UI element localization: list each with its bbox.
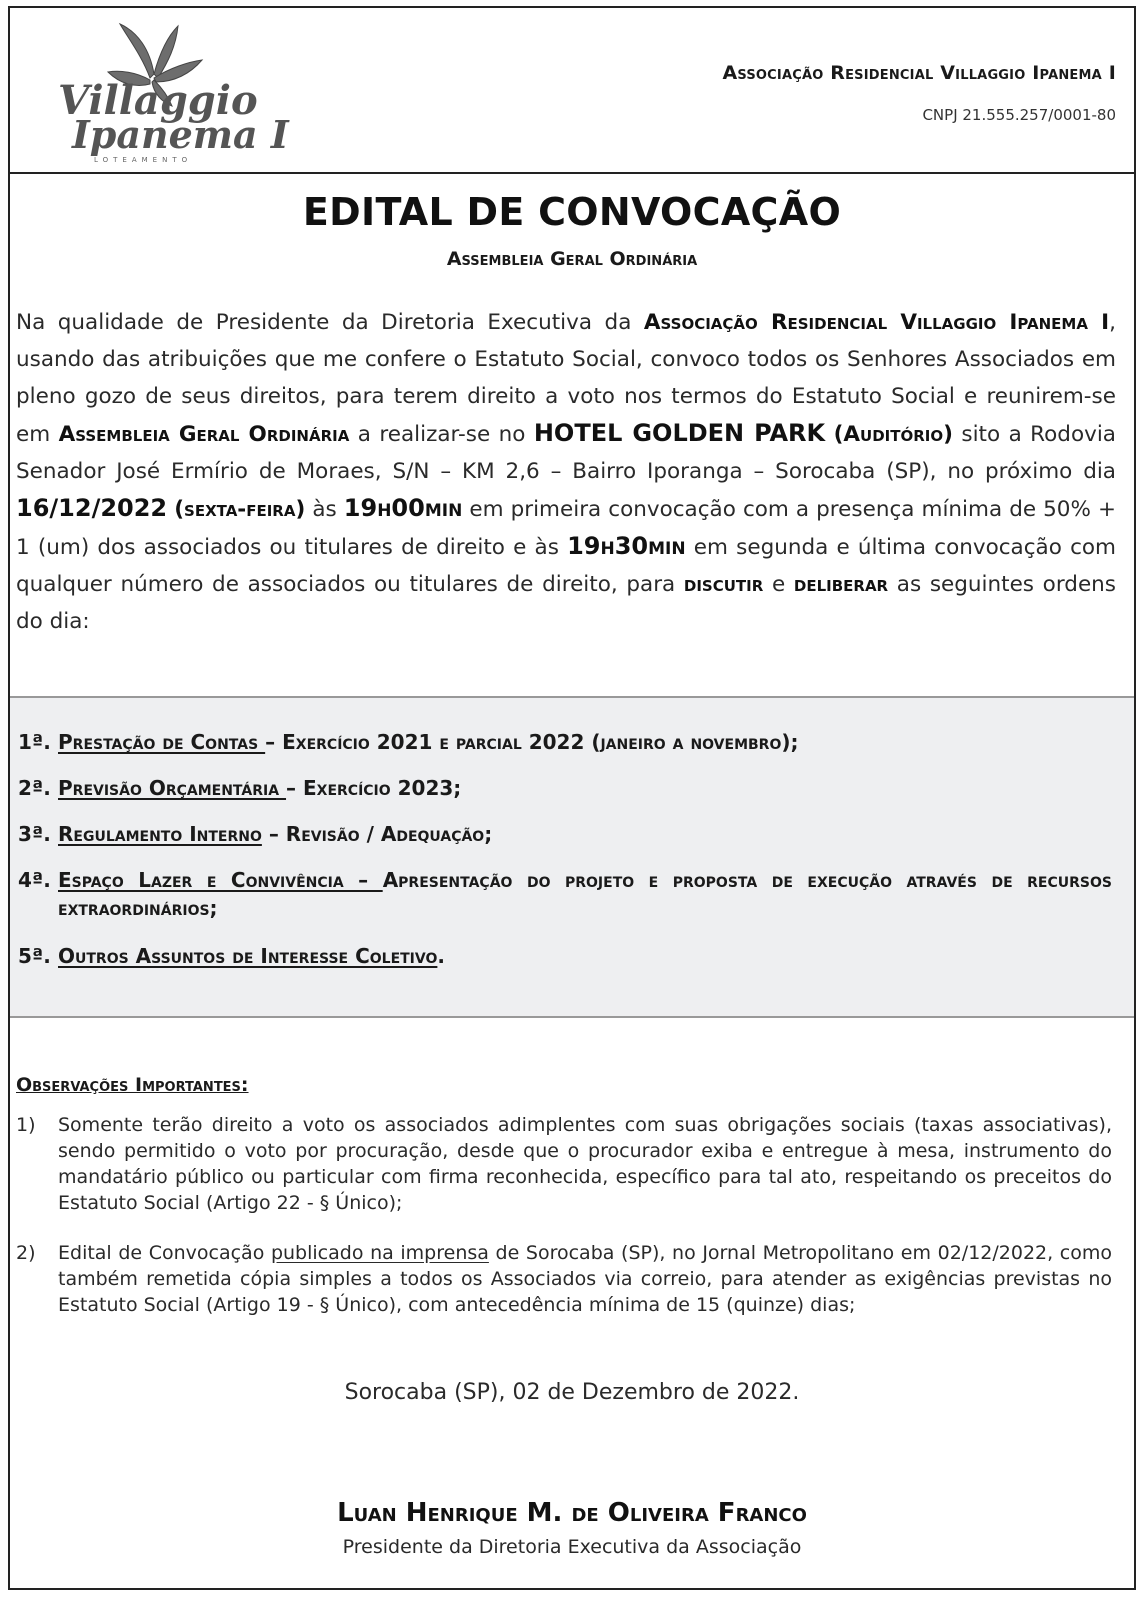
signatory-name: Luan Henrique M. de Oliveira Franco <box>337 1498 807 1528</box>
agenda-item: 5ª. Outros Assuntos de Interesse Coletivo. <box>18 944 445 968</box>
agenda-item: 1ª. Prestação de Contas – Exercício 2021 e parcial 2022 (janeiro a novembro); <box>18 730 799 754</box>
observation-item: 2) Edital de Convocação publicado na imprensa de Sorocaba (SP), no Jornal Metropolitano em 02/12/2022, como também remetida cópia simples a todos os Associados via correio, para atender as exigências previstas no Estatuto Social (Artigo 19 - § Único), com antecedência mínima de 15 (quinze) dias; <box>16 1242 1112 1316</box>
observation-item: 1) Somente terão direito a voto os associados adimplentes com suas obrigações sociais (taxas associativas), sendo permitido o voto por procuração, desde que o procurador exiba e entregue à mesa, instrumento do mandatário público ou particular com firma reconhecida, específico para tal ato, respeitando os preceitos do Estatuto Social (Artigo 22 - § Único); <box>16 1114 1112 1214</box>
lily-flower-icon <box>50 16 289 166</box>
organization-name: Associação Residencial Villaggio Ipanema I <box>722 62 1116 84</box>
date-line: Sorocaba (SP), 02 de Dezembro de 2022. <box>344 1380 800 1405</box>
villaggio-logo <box>50 16 289 166</box>
intro-paragraph: Na qualidade de Presidente da Diretoria Executiva da Associação Residencial Villaggio Ipanema I, usando das atribuições que me confere o Estatuto Social, convoco todos os Senhores Associados em pleno gozo de seus direitos, para terem direito a voto nos termos do Estatuto Social e reunirem-se em Assembleia Geral Ordinária a realizar-se no HOTEL GOLDEN PARK (Auditório) sito a Rodovia Senador José Ermírio de Moraes, S/N – KM 2,6 – Bairro Iporanga – Sorocaba (SP), no próximo dia 16/12/2022 (sexta-feira) às 19h00min em primeira convocação com a presença mínima de 50% + 1 (um) dos associados ou titulares de direito e às 19h30min em segunda e última convocação com qualquer número de associados ou titulares de direito, para discutir e deliberar as seguintes ordens do dia: <box>16 310 1116 634</box>
agenda-item: 3ª. Regulamento Interno – Revisão / Adequação; <box>18 822 493 846</box>
signatory-role: Presidente da Diretoria Executiva da Associação <box>342 1536 802 1558</box>
document-subtitle: Assembleia Geral Ordinária <box>446 248 698 270</box>
svg-text:Villaggio: Villaggio <box>58 77 258 124</box>
organization-cnpj: CNPJ 21.555.257/0001-80 <box>922 106 1116 124</box>
agenda-item: 4ª. Espaço Lazer e Convivência – Apresentação do projeto e proposta de execução através de recursos extraordinários; <box>18 868 1112 920</box>
header <box>10 8 1134 174</box>
observations-title: Observações Importantes: <box>16 1074 249 1096</box>
svg-text:LOTEAMENTO: LOTEAMENTO <box>94 156 193 164</box>
agenda-item: 2ª. Previsão Orçamentária – Exercício 2023; <box>18 776 462 800</box>
svg-text:Ipanema I: Ipanema I <box>72 112 289 157</box>
document-title: EDITAL DE CONVOCAÇÃO <box>302 190 842 234</box>
document-frame <box>8 6 1136 1590</box>
agenda-section <box>10 696 1134 1018</box>
